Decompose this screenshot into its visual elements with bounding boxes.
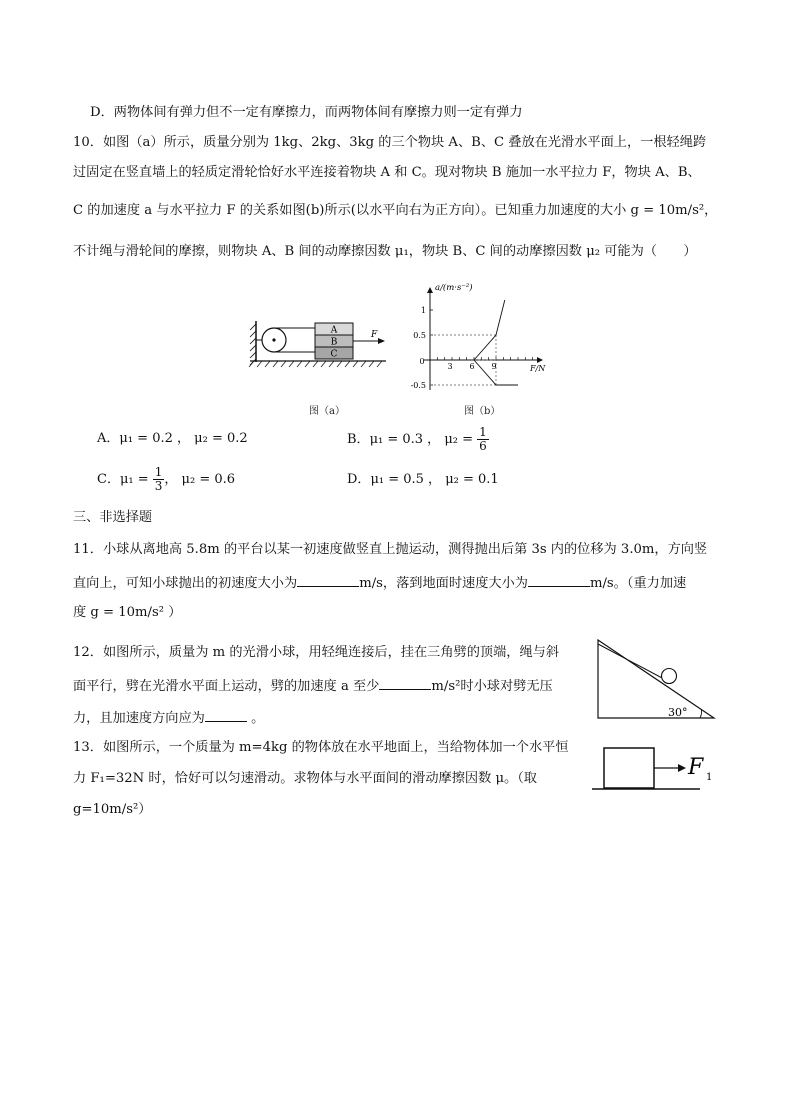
q12-line-3: 力，且加速度方向应为 。: [73, 707, 264, 728]
block: [604, 748, 654, 788]
q10-line-3: C 的加速度 a 与水平拉力 F 的关系如图(b)所示(以水平向右为正方向）。已知重力加速度的大小 g = 10m/s²，: [73, 203, 718, 218]
block-c-label: C: [330, 349, 338, 360]
block-a-label: A: [330, 325, 338, 336]
option-d-text: μ₁ = 0.5 ， μ₂ = 0.1: [370, 472, 499, 487]
q13-line-1: 13．如图所示，一个质量为 m=4kg 的物体放在水平地面上，当给物体加一个水平恒: [73, 740, 569, 755]
x-tick-label: 3: [447, 362, 453, 371]
y-tick-label: 0.5: [413, 331, 426, 340]
option-a-text: μ₁ = 0.2 ， μ₂ = 0.2: [119, 431, 248, 446]
option-c-fraction: $\frac{1}{3}$: [154, 465, 163, 493]
figure-b-chart: [402, 280, 552, 396]
figure-b-caption: 图（b）: [464, 406, 501, 417]
q11-line-1: 11．小球从离地高 5.8m 的平台以某一初速度做竖直上抛运动，测得抛出后第 3s 内的位移为 3.0m，方向竖: [73, 542, 708, 557]
option-a-letter: A．: [97, 431, 120, 446]
q12-line-1: 12．如图所示，质量为 m 的光滑小球，用轻绳连接后，挂在三角劈的顶端，绳与斜: [73, 645, 560, 660]
option-c-pre: μ₁ =: [119, 472, 153, 487]
x-tick-label: 9: [491, 362, 497, 371]
ball: [662, 669, 677, 684]
q10-option-a: [97, 430, 248, 448]
force-subscript: 1: [706, 772, 713, 783]
q9-option-d: D．两物体间有弹力但不一定有摩擦力，而两物体间有摩擦力则一定有弹力: [90, 105, 523, 120]
option-d-letter: D．: [347, 472, 371, 487]
q12-blank-2[interactable]: [205, 707, 247, 722]
force-f-label: F: [371, 330, 378, 340]
q13-line-3: g=10m/s²）: [73, 802, 152, 817]
q13-line-2: 力 F₁=32N 时，恰好可以匀速滑动。求物体与水平面间的滑动摩擦因数 μ。（取: [73, 771, 537, 786]
q10-line-1: 10．如图（a）所示，质量分别为 1kg、2kg、3kg 的三个物块 A、B、C 叠放在光滑水平面上，一根轻绳跨: [73, 135, 707, 150]
option-b-letter: B．: [347, 432, 370, 447]
wedge: [598, 640, 714, 718]
q10-option-c: [97, 466, 235, 493]
q11-line-2: 直向上，可知小球抛出的初速度大小为 m/s，落到地面时速度大小为 m/s。（重力加速: [73, 572, 686, 593]
block-b-label: B: [330, 337, 338, 348]
q10-line-2: 过固定在竖直墙上的轻质定滑轮恰好水平连接着物块 A 和 C。现对物块 B 施加一水平拉力 F，物块 A、B、: [73, 165, 701, 180]
option-c-post: ， μ₂ = 0.6: [164, 472, 236, 487]
q12-line-2: 面平行，劈在光滑水平面上运动，劈的加速度 a 至少 m/s²时小球对劈无压: [73, 675, 553, 696]
x-axis-label: F/N: [530, 364, 546, 373]
q10-option-d: [347, 471, 499, 489]
x-tick-label: 6: [469, 362, 475, 371]
force-label: F: [688, 755, 704, 780]
q11-line-3: 度 g = 10m/s² ）: [73, 605, 182, 620]
figure-a: [248, 318, 390, 370]
origin-label: 0: [419, 357, 425, 366]
angle-label: 30°: [668, 706, 688, 719]
y-tick-label: -0.5: [410, 381, 426, 390]
figure-a-caption: 图（a）: [309, 406, 345, 417]
q11-blank-2[interactable]: [528, 572, 590, 587]
series-line-1: [474, 300, 505, 360]
option-b-fraction: $\frac{1}{6}$: [479, 425, 487, 453]
q13-block-figure: [590, 744, 720, 794]
q12-wedge-figure: [594, 636, 718, 722]
y-tick-label: 1: [420, 306, 426, 315]
y-axis-label: a/(m·s⁻²): [435, 283, 473, 293]
q11-blank-1[interactable]: [297, 572, 359, 587]
q12-blank-1[interactable]: [379, 675, 431, 690]
option-b-text: μ₁ = 0.3 ， μ₂ =: [369, 432, 478, 447]
option-c-letter: C．: [97, 472, 120, 487]
section-heading: 三、非选择题: [73, 510, 153, 525]
q10-line-4: 不计绳与滑轮间的摩擦，则物块 A、B 间的动摩擦因数 μ₁，物块 B、C 间的动摩擦因数 μ₂ 可能为（ ）: [73, 244, 697, 259]
q10-option-b: [347, 426, 489, 453]
